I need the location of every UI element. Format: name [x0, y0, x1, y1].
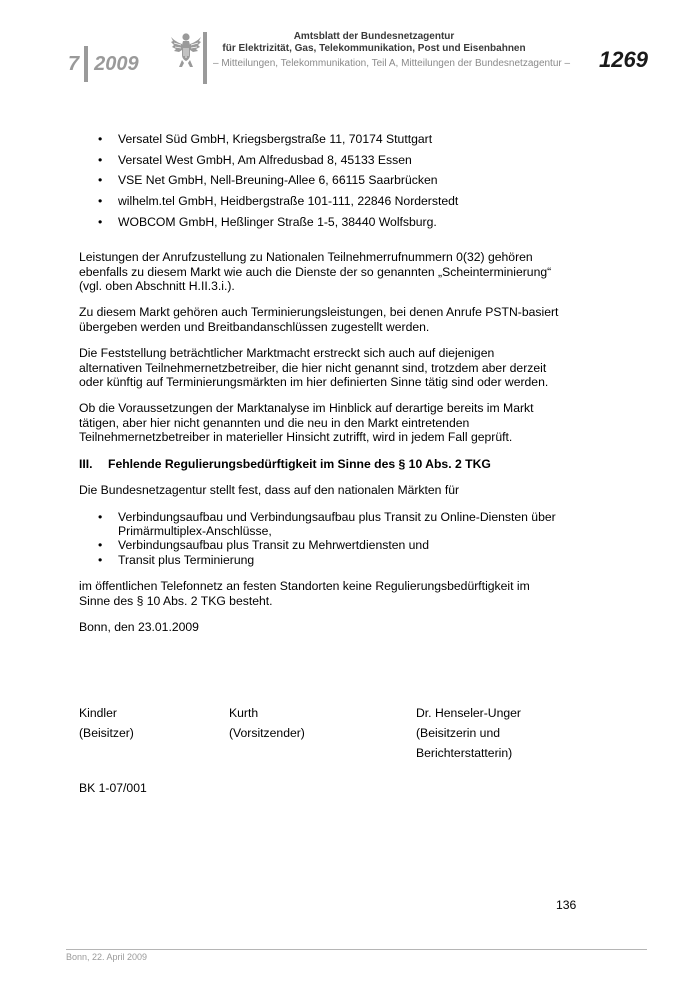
- company-item: • VSE Net GmbH, Nell-Breuning-Allee 6, 66115 Saarbrücken: [79, 173, 559, 187]
- signatory-name: Kurth: [229, 706, 259, 720]
- footer-divider: [66, 949, 647, 950]
- header-divider: [203, 32, 207, 84]
- gazette-page-number: 1269: [599, 47, 648, 72]
- signatory-role: (Beisitzerin und: [416, 726, 500, 740]
- section-title: Fehlende Regulierungsbedürftigkeit im Sinne des § 10 Abs. 2 TKG: [108, 456, 491, 471]
- company-item: • WOBCOM GmbH, Heßlinger Straße 1-5, 38440 Wolfsburg.: [79, 215, 559, 229]
- gazette-title-line2: für Elektrizität, Gas, Telekommunikation, Post und Eisenbahnen: [222, 43, 526, 54]
- gazette-title: [215, 31, 533, 55]
- federal-eagle-icon: [170, 30, 202, 70]
- place-date: Bonn, den 23.01.2009: [79, 619, 199, 634]
- signatory: [79, 703, 134, 743]
- signatory: [229, 703, 305, 743]
- signatory: [416, 703, 521, 763]
- section-conclusion: im öffentlichen Telefonnetz an festen Standorten keine Regulierungsbedürftigkeit im Sinne des § 10 Abs. 2 TKG besteht.: [79, 579, 530, 608]
- signatory-role: (Vorsitzender): [229, 726, 305, 740]
- issue-info: [68, 46, 139, 82]
- paragraph: Leistungen der Anrufzustellung zu Nationalen Teilnehmerrufnummern 0(32) gehören ebenfalls zu diesem Markt wie auch die Dienste der so genannten „Scheinterminierung“ (vgl. oben Abschnitt H.II.3.i.).: [79, 250, 552, 294]
- paragraph: Ob die Voraussetzungen der Marktanalyse im Hinblick auf derartige bereits im Markt tätigen, aber hier nicht genannten und die neu in den Markt eintretenden Teilnehmernetzbetreiber in materieller Hinsicht zutrifft, wird in jedem Fall geprüft.: [79, 401, 534, 445]
- company-list: [79, 132, 559, 229]
- gazette-subtitle: – Mitteilungen, Telekommunikation, Teil A, Mitteilungen der Bundesnetzagentur –: [213, 58, 571, 69]
- footer-date: Bonn, 22. April 2009: [66, 952, 148, 962]
- signatory-name: Dr. Henseler-Unger: [416, 706, 521, 720]
- section-number: III.: [79, 456, 93, 471]
- section-heading: [79, 457, 559, 471]
- issue-number: 7: [68, 52, 80, 75]
- company-item: • wilhelm.tel GmbH, Heidbergstraße 101-111, 22846 Norderstedt: [79, 194, 559, 208]
- market-item: • Verbindungsaufbau und Verbindungsaufbau plus Transit zu Online-Diensten über Primärmultiplex-Anschlüsse,: [79, 510, 559, 539]
- signatory-role: (Beisitzer): [79, 726, 134, 740]
- market-list: [79, 510, 559, 568]
- document-body: [79, 132, 559, 646]
- market-item: • Verbindungsaufbau plus Transit zu Mehrwertdiensten und: [79, 538, 559, 552]
- section-intro: Die Bundesnetzagentur stellt fest, dass auf den nationalen Märkten für: [79, 483, 460, 498]
- gazette-title-line1: Amtsblatt der Bundesnetzagentur: [293, 31, 455, 42]
- market-item: • Transit plus Terminierung: [79, 553, 559, 567]
- case-reference: BK 1-07/001: [79, 781, 147, 795]
- company-item: • Versatel Süd GmbH, Kriegsbergstraße 11, 70174 Stuttgart: [79, 132, 559, 146]
- issue-year: 2009: [94, 52, 139, 75]
- signatory-name: Kindler: [79, 706, 117, 720]
- issue-divider: [84, 46, 88, 82]
- paragraph: Die Feststellung beträchtlicher Marktmacht erstreckt sich auch auf diejenigen alternativen Teilnehmernetzbetreiber, die hier nicht genannt sind, trotzdem aber derzeit oder künftig auf Terminierungsmärkten im hier definierten Sinne tätig sind oder werden.: [79, 346, 549, 390]
- signatory-role-continued: Berichterstatterin): [416, 746, 513, 760]
- company-item: • Versatel West GmbH, Am Alfredusbad 8, 45133 Essen: [79, 153, 559, 167]
- document-page-number: 136: [556, 898, 577, 912]
- paragraph: Zu diesem Markt gehören auch Terminierungsleistungen, bei denen Anrufe PSTN-basiert übergeben werden und Breitbandanschlüssen zugestellt werden.: [79, 305, 559, 334]
